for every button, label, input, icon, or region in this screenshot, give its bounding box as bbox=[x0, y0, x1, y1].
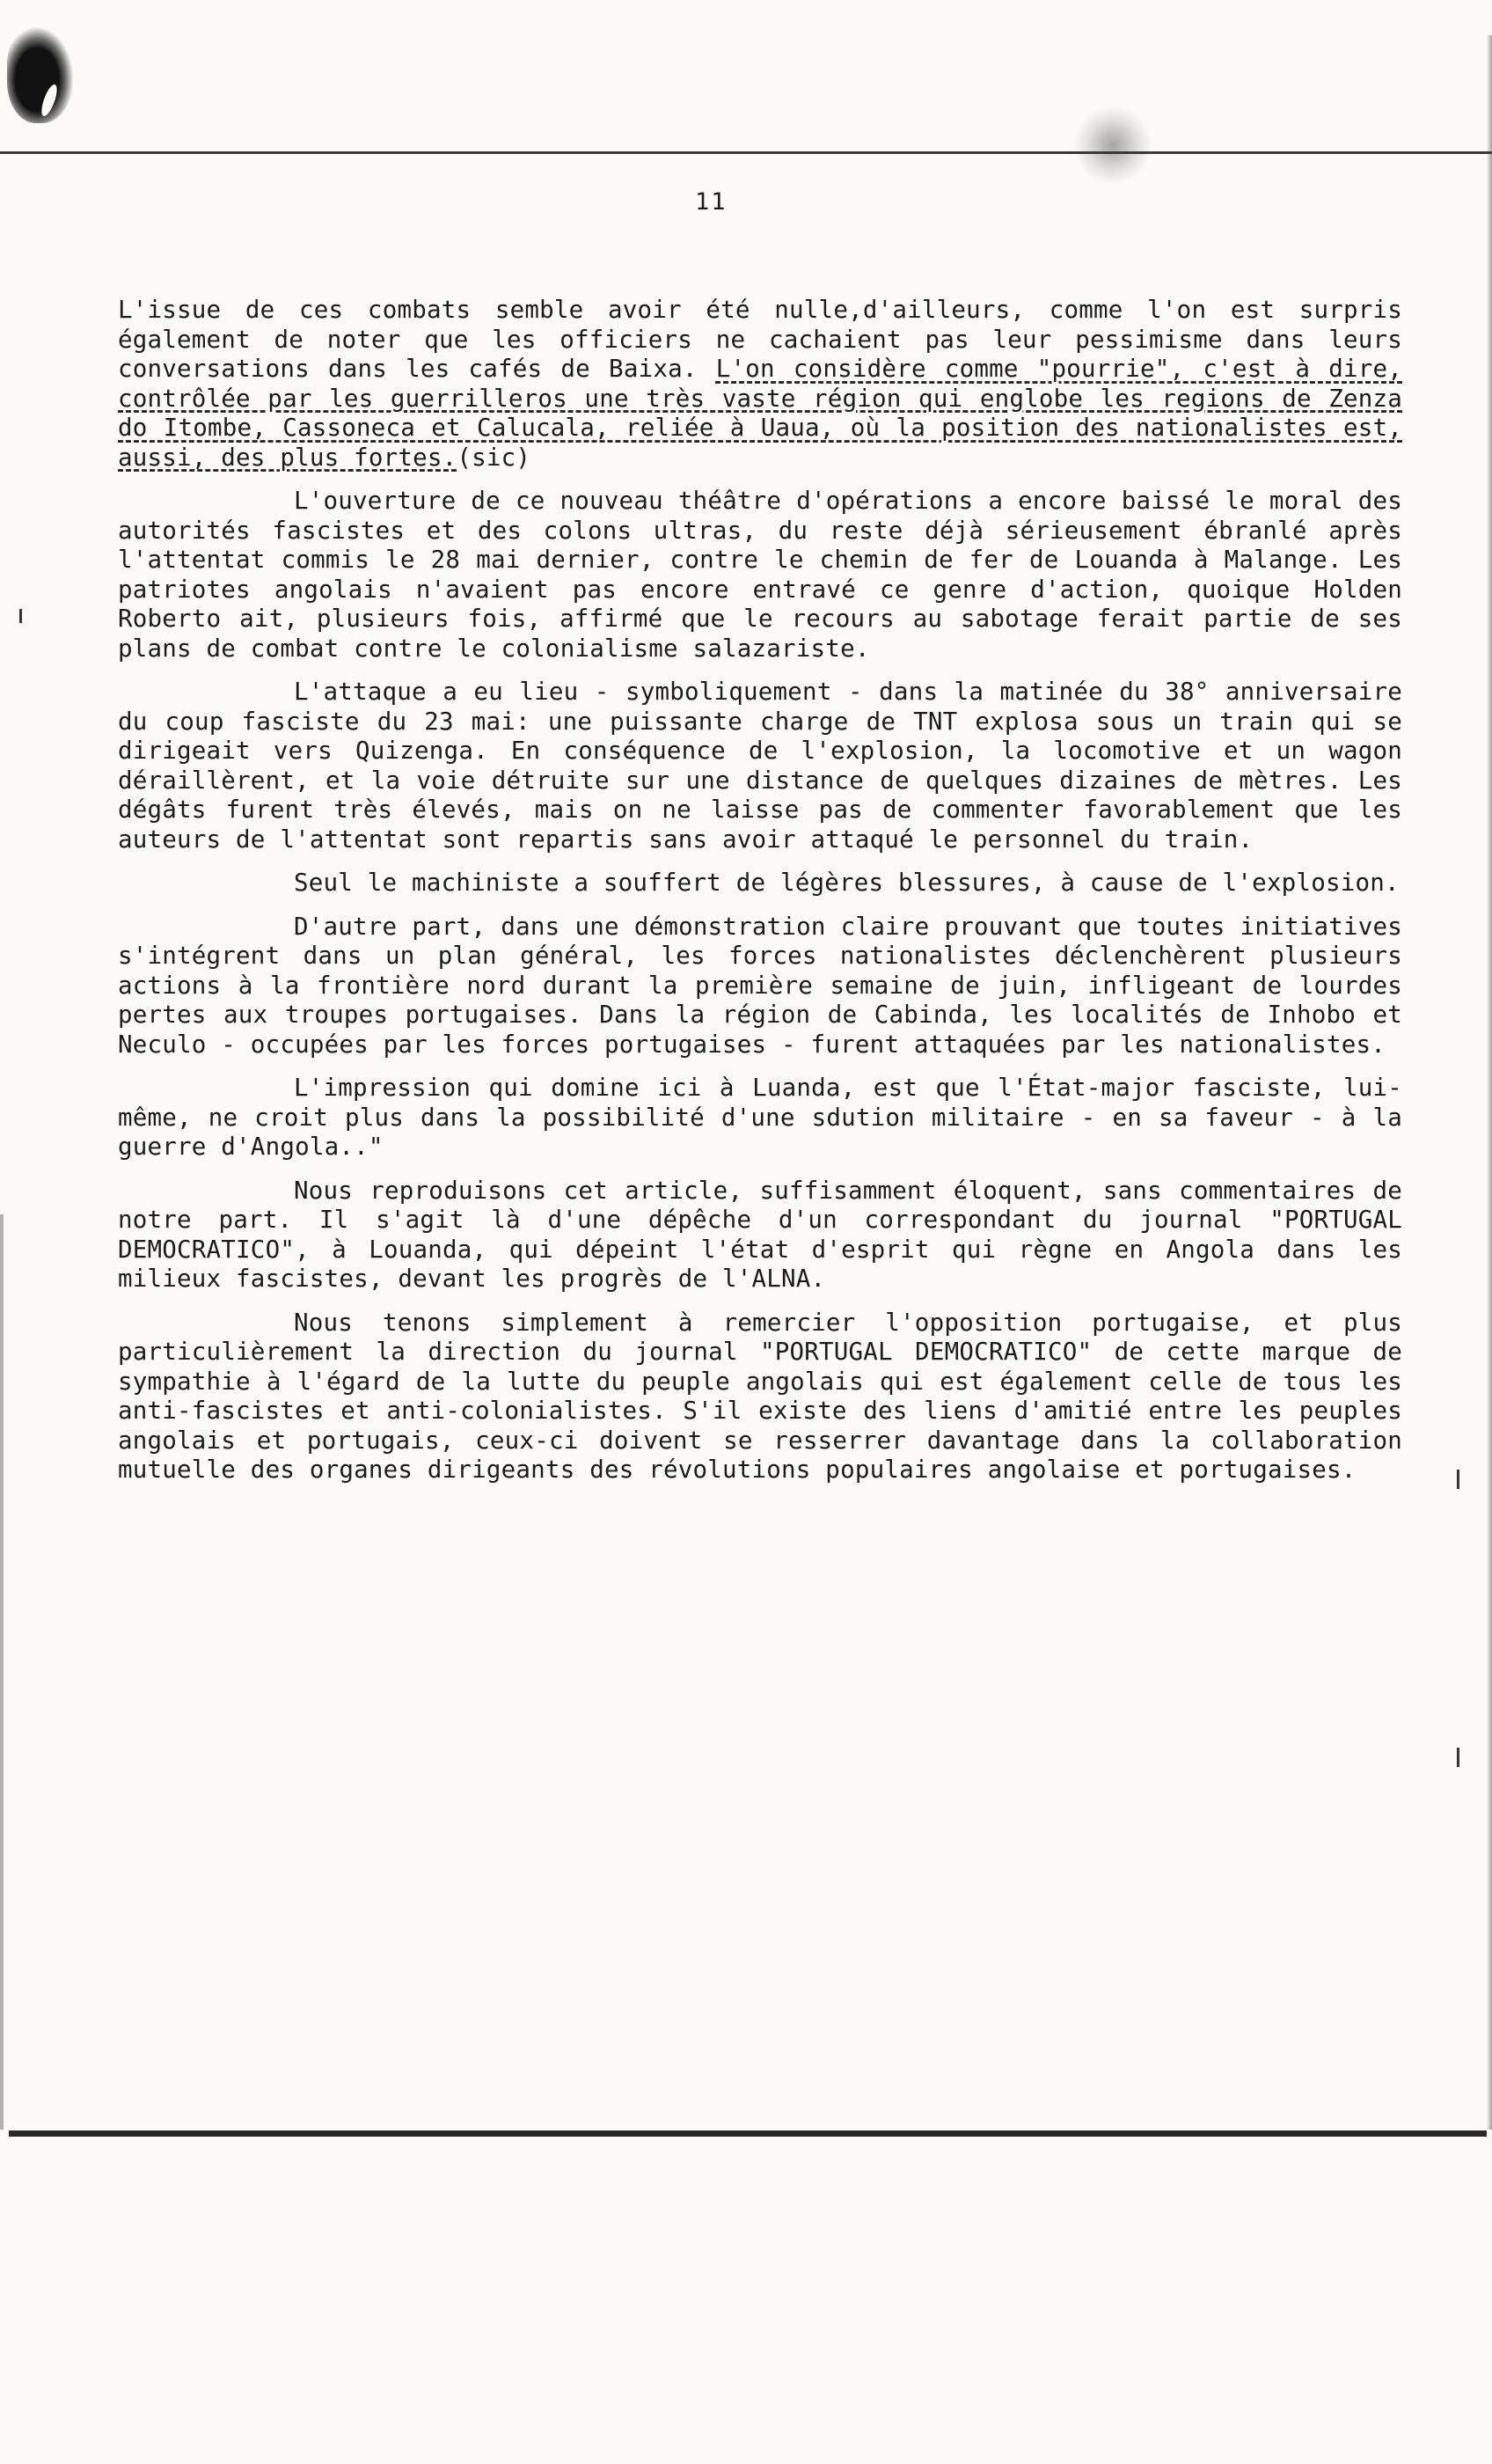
margin-mark bbox=[1457, 1748, 1459, 1767]
paragraph-1-underlined: L'on considère comme "pourrie", c'est à dire, contrôlée par les guerrilleros une très vaste région qui englobe les regions de Zenza do Itombe, Cassoneca et Calucala, reliée à Uaua, où la position des nationalistes est, aussi, des plus fortes. bbox=[118, 355, 1402, 472]
paragraph-6: L'impression qui domine ici à Luanda, est que l'État-major fasciste, lui-même, ne croit plus dans la possibilité d'une sdution militaire - en sa faveur - à la guerre d'Angola.." bbox=[118, 1074, 1402, 1161]
ink-blot-mark bbox=[7, 26, 74, 123]
margin-mark bbox=[1457, 1470, 1459, 1489]
paragraph-8: Nous tenons simplement à remercier l'opposition portugaise, et plus particulièrement la direction du journal "PORTUGAL DEMOCRATICO" de cette marque de sympathie à l'égard de la lutte du peuple angolais qui est également celle de tous les anti-fascistes et anti-colonialistes. S'il existe des liens d'amitié entre les peuples angolais et portugais, ceux-ci doivent se resserrer davantage dans la collaboration mutuelle des organes dirigeants des révolutions populaires angolaise et portugaises. bbox=[118, 1308, 1402, 1484]
paragraph-7: Nous reproduisons cet article, suffisamment éloquent, sans commentaires de notre part. Il s'agit là d'une dépêche d'un correspondant du journal "PORTUGAL DEMOCRATICO", à Louanda, qui dépeint l'état d'esprit qui règne en Angola dans les milieux fascistes, devant les progrès de l'ALNA. bbox=[118, 1176, 1402, 1293]
paragraph-1-tail: (sic) bbox=[457, 443, 531, 472]
paragraph-1 bbox=[118, 296, 1402, 473]
paragraph-5: D'autre part, dans une démonstration claire prouvant que toutes initiatives s'intégrent dans un plan général, les forces nationalistes déclenchèrent plusieurs actions à la frontière nord durant la première semaine de juin, infligeant de lourdes pertes aux troupes portugaises. Dans la région de Cabinda, les localités de Inhobo et Neculo - occupées par les forces portugaises - furent attaquées par les nationalistes. bbox=[118, 912, 1402, 1059]
paragraph-1-lead: L'issue de ces combats semble avoir été nulle,d'ailleurs, comme l'on est surpris également de noter que les officiers ne cachaient pas leur pessimisme dans leurs conversations dans les cafés de Baixa. bbox=[118, 296, 1402, 383]
scan-edge-right bbox=[1487, 35, 1492, 2130]
top-rule bbox=[0, 151, 1492, 154]
paragraph-2: L'ouverture de ce nouveau théâtre d'opérations a encore baissé le moral des autorités fascistes et des colons ultras, du reste déjà sérieusement ébranlé après l'attentat commis le 28 mai dernier, contre le chemin de fer de Louanda à Malange. Les patriotes angolais n'avaient pas encore entravé ce genre d'action, quoique Holden Roberto ait, plusieurs fois, affirmé que le recours au sabotage ferait partie de ses plans de combat contre le colonialisme salazariste. bbox=[118, 487, 1402, 663]
paragraph-4: Seul le machiniste a souffert de légères blessures, à cause de l'explosion. bbox=[294, 869, 1400, 897]
page-number: 11 bbox=[695, 188, 728, 216]
margin-mark bbox=[19, 609, 22, 623]
stain-mark bbox=[1073, 106, 1152, 185]
scan-edge-left bbox=[0, 1214, 4, 2130]
document-body bbox=[118, 296, 1402, 1500]
paragraph-3: L'attaque a eu lieu - symboliquement - dans la matinée du 38° anniversaire du coup fasciste du 23 mai: une puissante charge de TNT explosa sous un train qui se dirigeait vers Quizenga. En conséquence de l'explosion, la locomotive et un wagon déraillèrent, et la voie détruite sur une distance de quelques dizaines de mètres. Les dégâts furent très élevés, mais on ne laisse pas de commenter favorablement que les auteurs de l'attentat sont repartis sans avoir attaqué le personnel du train. bbox=[118, 678, 1402, 854]
bottom-rule bbox=[9, 2130, 1487, 2137]
